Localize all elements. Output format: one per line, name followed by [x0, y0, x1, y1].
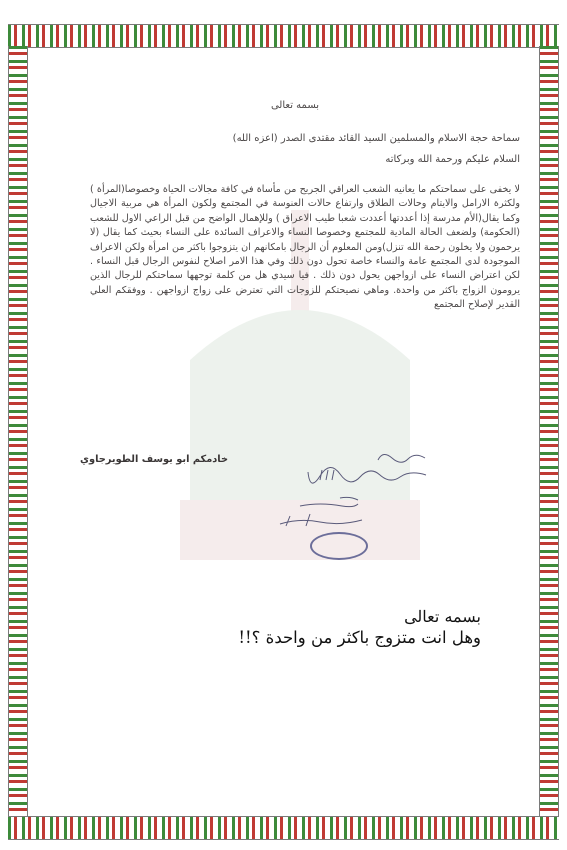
reply-heading: بسمه تعالى — [404, 607, 481, 626]
letter-addressee: سماحة حجة الاسلام والمسلمين السيد القائد مقتدى الصدر (اعزه الله) — [232, 133, 520, 144]
decorative-border-left — [8, 46, 28, 816]
decorative-border-right — [539, 46, 559, 816]
letter-body: لا يخفى على سماحتكم ما يعانيه الشعب العراقي الجريح من مأساة في كافة مجالات الحياة وخصوصا(المرأة ) ولكثرة الارامل والايتام وحالات الطلاق وارتفاع حالات العنوسة في المجتمع ولكون المرأة هي مربية الاجيال وكما يقال(الأم مدرسة إذا أعددتها أعددت شعبا طيب الاعراق ) وللإهمال الواضح من قبل الراعي الاول للشعب (الحكومة) ولضعف الحالة المادية للمجتمع وخصوصا النساء والاعراف السائدة على النساء بحيث كما يقال (لا يرحمون ولا يخلون رحمة الله تنزل)ومن المعلوم أن الرجال بامكانهم ان يتزوجوا باكثر من امرأة ولكن الاعراف الموجودة لدى المجتمع عامة والنساء خاصة تحول دون ذلك وفي هذا الامر اصلاح لنفوس الرجال قبل النساء . لكن اعتراض النساء على ازواجهن يحول دون ذلك . فيا سيدي هل من كلمة توجهها سماحتكم للرجال الذين يرومون الزواج باكثر من واحدة. وماهي نصيحتكم للزوجات التي تعترض على زواج ازواجهن . ووفقكم العلي القدير لإصلاح المجتمع — [90, 184, 520, 311]
letter-signature: خادمكم ابو يوسف الطويرجاوي — [80, 454, 229, 465]
office-seal-stamp — [310, 532, 368, 560]
decorative-border-top — [8, 24, 559, 48]
letter — [60, 100, 530, 313]
letter-heading: بسمه تعالى — [270, 100, 320, 111]
reply-text — [238, 607, 481, 647]
handwritten-reply-scribble — [300, 450, 430, 490]
reply-question: وهل انت متزوج باكثر من واحدة ؟!! — [238, 628, 481, 647]
letter-greeting: السلام عليكم ورحمة الله وبركاته — [385, 154, 520, 165]
handwritten-signature — [270, 492, 370, 532]
decorative-border-bottom — [8, 816, 559, 840]
